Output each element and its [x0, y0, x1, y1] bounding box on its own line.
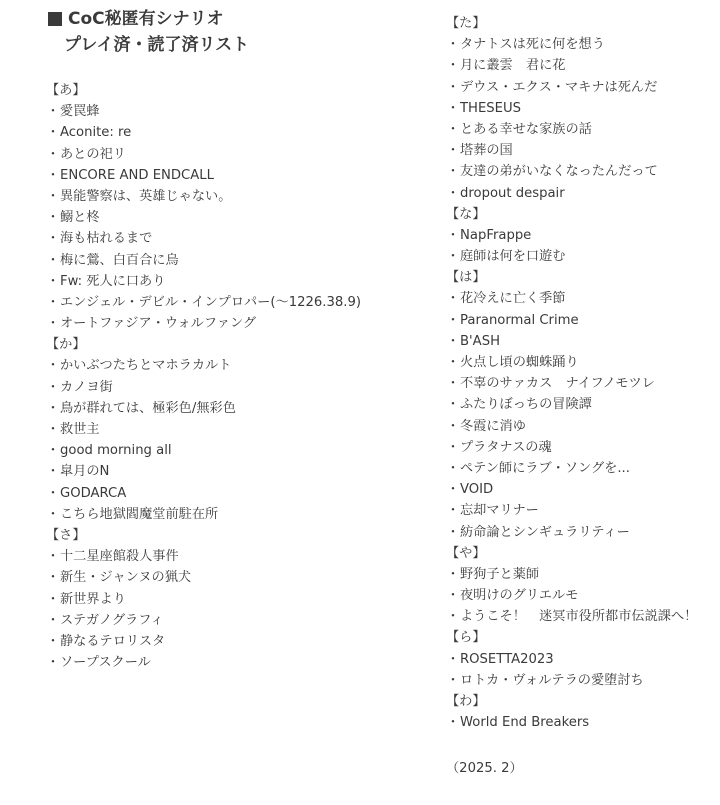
- bullet-dot: ・: [446, 524, 460, 540]
- right-column: [446, 13, 697, 733]
- section-heading: 【た】: [446, 16, 486, 31]
- list-item: [46, 355, 361, 376]
- list-item: [46, 313, 361, 334]
- bullet-dot: ・: [446, 249, 460, 265]
- scenario-title: 愛罠蜂: [60, 104, 100, 120]
- bullet-dot: ・: [446, 460, 460, 476]
- list-item: [46, 440, 361, 461]
- scenario-title: ようこそ！ 迷冥市役所都市伝説課へ！: [460, 609, 698, 625]
- bullet-dot: ・: [46, 358, 60, 374]
- scenario-title: Fw: 死人に口あり: [60, 273, 166, 289]
- bullet-dot: ・: [446, 376, 460, 392]
- list-item: [46, 377, 361, 398]
- bullet-dot: ・: [46, 316, 60, 332]
- scenario-title: ENCORE AND ENDCALL: [60, 167, 214, 183]
- scenario-title: とある幸せな家族の話: [460, 121, 592, 137]
- list-item: [446, 458, 697, 479]
- list-item: [46, 546, 361, 567]
- list-item: [46, 589, 361, 610]
- scenario-title: タナトスは死に何を想う: [460, 37, 605, 53]
- scenario-title: 忘却マリナー: [460, 503, 539, 519]
- list-item: [446, 310, 697, 331]
- scenario-title: かいぶつたちとマホラカルト: [60, 358, 232, 374]
- list-item: [446, 649, 697, 670]
- scenario-title: GODARCA: [60, 485, 127, 501]
- scenario-title: ソープスクール: [60, 655, 151, 671]
- scenario-title: 異能警察は、英雄じゃない。: [60, 188, 232, 204]
- bullet-dot: ・: [46, 464, 60, 480]
- list-item: [46, 122, 361, 143]
- scenario-title: ステガノグラフィ: [60, 612, 164, 628]
- scenario-title: オートファジア・ウォルファング: [60, 316, 257, 332]
- bullet-dot: ・: [46, 485, 60, 501]
- bullet-dot: ・: [46, 252, 60, 268]
- list-item: [446, 98, 697, 119]
- bullet-dot: ・: [46, 231, 60, 247]
- scenario-title: 紡命論とシンギュラリティー: [460, 524, 630, 540]
- list-item: [446, 712, 697, 733]
- section-heading: 【は】: [446, 270, 486, 286]
- scenario-title: 庭師は何を口遊む: [460, 249, 566, 265]
- scenario-title: ROSETTA2023: [460, 651, 554, 667]
- list-item: [446, 225, 697, 246]
- scenario-title: Aconite: re: [60, 125, 132, 141]
- bullet-dot: ・: [446, 439, 460, 455]
- bullet-dot: ・: [46, 591, 60, 607]
- list-item: [46, 250, 361, 271]
- list-item: [46, 631, 361, 652]
- list-item: [46, 207, 361, 228]
- bullet-dot: ・: [46, 167, 60, 183]
- section-heading: 【さ】: [46, 527, 86, 543]
- list-item: [46, 186, 361, 207]
- scenario-title: 塔葬の国: [460, 143, 513, 159]
- scenario-title: 鰯と柊: [60, 210, 100, 226]
- list-item: [446, 77, 697, 98]
- list-item: [446, 161, 697, 182]
- bullet-dot: ・: [46, 549, 60, 565]
- black-square-icon: [48, 12, 62, 26]
- scenario-title: Paranormal Crime: [460, 312, 579, 328]
- bullet-dot: ・: [446, 58, 460, 74]
- bullet-dot: ・: [446, 121, 460, 137]
- list-item: [46, 652, 361, 673]
- scenario-title: 梅に鶯、白百合に烏: [60, 252, 179, 268]
- bullet-dot: ・: [46, 570, 60, 586]
- list-item: [46, 419, 361, 440]
- bullet-dot: ・: [446, 715, 460, 731]
- scenario-title: 花冷えに亡く季節: [460, 291, 566, 307]
- list-item: [446, 34, 697, 55]
- list-item: [46, 567, 361, 588]
- scenario-title: 不辜のサァカス ナイフノモツレ: [460, 376, 655, 392]
- section-heading: 【ら】: [446, 630, 486, 646]
- scenario-title: 鳥が群れては、極彩色/無彩色: [60, 400, 236, 416]
- bullet-dot: ・: [446, 397, 460, 413]
- scenario-title: プラタナスの魂: [460, 439, 552, 455]
- list-item: [46, 271, 361, 292]
- bullet-dot: ・: [446, 185, 460, 201]
- list-item: [446, 479, 697, 500]
- list-item: [46, 504, 361, 525]
- list-item: [446, 140, 697, 161]
- scenario-title: エンジェル・デビル・インプロパー(〜1226.38.9): [60, 294, 361, 310]
- page-title: [48, 6, 249, 58]
- date-note: （2025. 2）: [446, 761, 523, 776]
- list-item: [446, 522, 697, 543]
- bullet-dot: ・: [446, 291, 460, 307]
- title-text-1: CoC秘匿有シナリオ: [68, 9, 224, 29]
- scenario-title: 火点し頃の蜘蛛踊り: [460, 355, 579, 370]
- list-item: [446, 500, 697, 521]
- bullet-dot: ・: [446, 37, 460, 53]
- bullet-dot: ・: [46, 443, 60, 459]
- section-heading: 【か】: [46, 337, 86, 353]
- list-item: [46, 101, 361, 122]
- scenario-title: 冬霞に消ゆ: [460, 418, 526, 434]
- bullet-dot: ・: [446, 651, 460, 667]
- list-item: [446, 352, 697, 373]
- bullet-dot: ・: [446, 79, 460, 95]
- list-item: [46, 144, 361, 165]
- list-item: [446, 564, 697, 585]
- section-heading: 【や】: [446, 545, 486, 561]
- scenario-title: ふたりぼっちの冒険譚: [460, 397, 592, 413]
- list-item: [446, 183, 697, 204]
- list-item: [446, 331, 697, 352]
- section-heading: 【あ】: [46, 83, 86, 98]
- bullet-dot: ・: [446, 418, 460, 434]
- scenario-title: デウス・エクス・マキナは死んだ: [460, 79, 658, 95]
- bullet-dot: ・: [446, 482, 460, 498]
- list-item: [46, 483, 361, 504]
- list-item: [446, 437, 697, 458]
- scenario-title: ペテン師にラブ・ソングを...: [460, 460, 630, 476]
- bullet-dot: ・: [446, 355, 460, 370]
- list-item: [446, 119, 697, 140]
- bullet-dot: ・: [46, 294, 60, 310]
- title-line-2: プレイ済・読了済リスト: [64, 35, 250, 55]
- bullet-dot: ・: [446, 164, 460, 180]
- scenario-title: こちら地獄閻魔堂前駐在所: [60, 506, 219, 522]
- scenario-title: 新生・ジャンヌの猟犬: [60, 570, 192, 586]
- list-item: [46, 610, 361, 631]
- scenario-title: B'ASH: [460, 333, 500, 349]
- scenario-title: ロトカ・ヴォルテラの愛堕討ち: [460, 672, 644, 688]
- scenario-title: 野狗子と薬師: [460, 566, 540, 582]
- scenario-title: THESEUS: [460, 100, 522, 116]
- list-item: [446, 394, 697, 415]
- list-item: [446, 246, 697, 267]
- scenario-title: 新世界より: [60, 591, 126, 607]
- list-item: [446, 416, 697, 437]
- scenario-title: good morning all: [60, 443, 172, 459]
- scenario-title: dropout despair: [460, 185, 565, 201]
- bullet-dot: ・: [46, 422, 60, 437]
- bullet-dot: ・: [46, 210, 60, 226]
- scenario-title: NapFrappe: [460, 227, 532, 243]
- scenario-title: 皐月のN: [60, 464, 110, 480]
- list-item: [446, 288, 697, 309]
- bullet-dot: ・: [446, 143, 460, 159]
- bullet-dot: ・: [446, 609, 460, 625]
- list-item: [446, 585, 697, 606]
- scenario-title: 友達の弟がいなくなったんだって: [460, 164, 658, 180]
- bullet-dot: ・: [46, 633, 60, 649]
- scenario-title: カノヨ街: [60, 379, 113, 395]
- list-item: [46, 228, 361, 249]
- scenario-title: 夜明けのグリエルモ: [460, 588, 579, 604]
- bullet-dot: ・: [46, 400, 60, 416]
- bullet-dot: ・: [446, 588, 460, 604]
- section-heading: 【わ】: [446, 694, 486, 709]
- bullet-dot: ・: [46, 273, 60, 289]
- list-item: [46, 461, 361, 482]
- bullet-dot: ・: [446, 503, 460, 519]
- bullet-dot: ・: [46, 125, 60, 141]
- scenario-title: 救世主: [60, 422, 100, 437]
- scenario-title: VOID: [460, 482, 494, 498]
- scenario-title: 静なるテロリスタ: [60, 633, 166, 649]
- bullet-dot: ・: [46, 655, 60, 671]
- bullet-dot: ・: [46, 379, 60, 395]
- bullet-dot: ・: [46, 146, 60, 162]
- scenario-title: あとの祀リ: [60, 146, 126, 162]
- bullet-dot: ・: [46, 612, 60, 628]
- list-item: [46, 165, 361, 186]
- bullet-dot: ・: [446, 333, 460, 349]
- scenario-title: 十二星座館殺人事件: [60, 549, 179, 565]
- scenario-title: World End Breakers: [460, 715, 590, 731]
- bullet-dot: ・: [446, 672, 460, 688]
- left-column: [46, 80, 361, 673]
- title-line-1: [48, 6, 249, 32]
- list-item: [446, 670, 697, 691]
- list-item: [446, 606, 697, 627]
- bullet-dot: ・: [46, 188, 60, 204]
- bullet-dot: ・: [446, 312, 460, 328]
- bullet-dot: ・: [446, 100, 460, 116]
- bullet-dot: ・: [46, 506, 60, 522]
- scenario-title: 海も枯れるまで: [60, 231, 153, 247]
- list-item: [46, 398, 361, 419]
- scenario-title: 月に叢雲 君に花: [460, 58, 566, 74]
- section-heading: 【な】: [446, 206, 486, 222]
- list-item: [446, 55, 697, 76]
- list-item: [446, 373, 697, 394]
- bullet-dot: ・: [446, 566, 460, 582]
- bullet-dot: ・: [446, 227, 460, 243]
- bullet-dot: ・: [46, 104, 60, 120]
- list-item: [46, 292, 361, 313]
